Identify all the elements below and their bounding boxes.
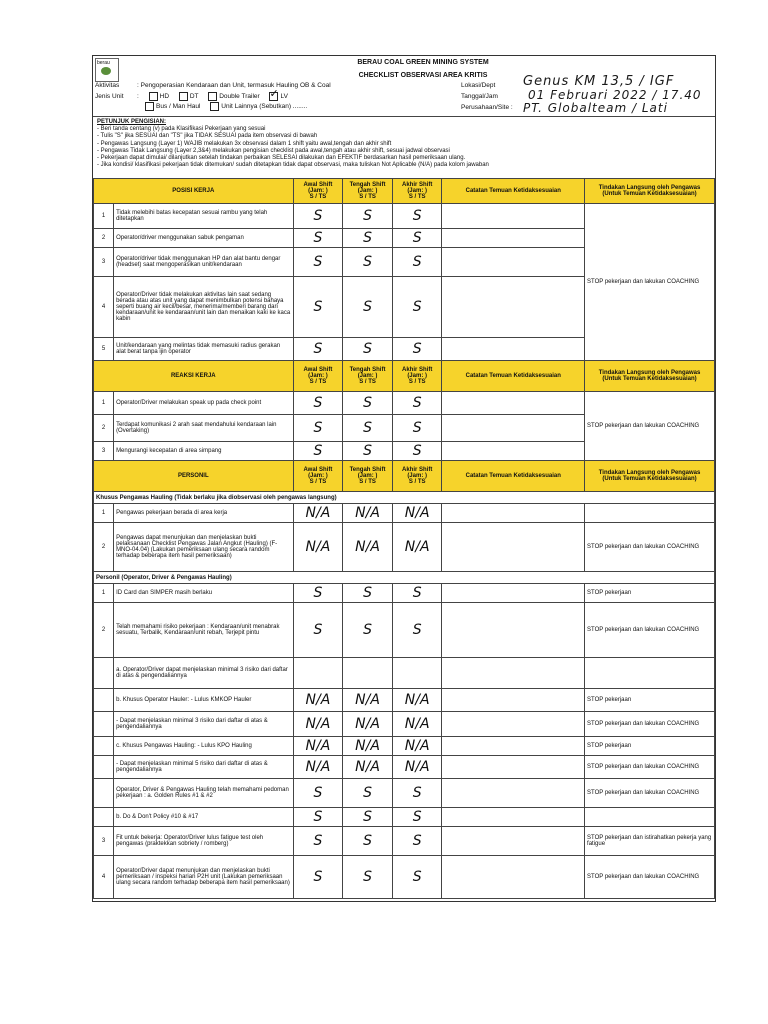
answer-cell[interactable]: S bbox=[392, 584, 442, 603]
answer-cell[interactable]: S bbox=[392, 248, 442, 277]
col-catatan: Catatan Temuan Ketidaksesuaian bbox=[442, 461, 585, 492]
answer-cell[interactable]: N/A bbox=[343, 737, 393, 756]
col-akhir: Akhir Shift (Jam: ) S / TS bbox=[392, 461, 442, 492]
row-number bbox=[94, 689, 114, 712]
catatan-cell[interactable] bbox=[442, 442, 585, 461]
catatan-cell[interactable] bbox=[442, 856, 585, 899]
col-catatan: Catatan Temuan Ketidaksesuaian bbox=[442, 179, 585, 204]
row-number: 2 bbox=[94, 523, 114, 572]
checklist-row bbox=[94, 712, 715, 737]
answer-cell[interactable] bbox=[293, 658, 343, 689]
section-title: POSISI KERJA bbox=[94, 179, 294, 204]
section-header-row bbox=[94, 461, 715, 492]
catatan-cell[interactable] bbox=[442, 392, 585, 415]
answer-cell[interactable]: S bbox=[392, 229, 442, 248]
answer-cell[interactable]: S bbox=[392, 338, 442, 361]
subsection-title: Personil (Operator, Driver & Pengawas Hauling) bbox=[94, 572, 715, 584]
unit-hd-checkbox[interactable] bbox=[149, 92, 158, 101]
catatan-cell[interactable] bbox=[442, 248, 585, 277]
logo-text: berau bbox=[97, 60, 110, 66]
checklist-row bbox=[94, 392, 715, 415]
tindakan-cell: STOP pekerjaan dan istirahatkan pekerja yang fatigue bbox=[585, 827, 715, 856]
checklist-row bbox=[94, 689, 715, 712]
instructions: PETUNJUK PENGISIAN: - Beri tanda centang (v) pada Klasifikasi Pekerjaan yang sesuai - Tulis "S" jika SESUAI dan "TS" jika TIDAK SESUAI pada item observasi di bawah - Pengawas Langsung (Layer 1) WAJIB melakukan 3x observasi dalam 1 shift yaitu awal,tengah dan akhir shift - Pengawas Tidak Langsung (Layer 2,3&4) melakukan pengisian checklist pada awal,tengah atau akhir shift, sesuai jadwal observasi - Pekerjaan dapat dimulai/ dilanjutkan setelah tindakan perbaikan SELESAI dilakukan dan EFEKTIF berdasarkan hasil pemeriksaan ulang. - Jika kondisi/ klasifikasi pekerjaan tidak ditemukan/ sudah ditetapkan tidak dapat observasi, maka tuliskan Not Aplicable (N/A) pada kolom jawaban bbox=[97, 119, 489, 169]
row-number: 2 bbox=[94, 603, 114, 658]
tindakan-cell: STOP pekerjaan dan lakukan COACHING bbox=[585, 856, 715, 899]
catatan-cell[interactable] bbox=[442, 712, 585, 737]
answer-cell[interactable]: S bbox=[343, 856, 393, 899]
answer-cell[interactable]: S bbox=[343, 603, 393, 658]
answer-cell[interactable]: S bbox=[343, 442, 393, 461]
answer-cell[interactable]: N/A bbox=[392, 756, 442, 779]
answer-cell[interactable]: N/A bbox=[293, 523, 343, 572]
tindakan-cell bbox=[585, 504, 715, 523]
col-akhir: Akhir Shift (Jam: ) S / TS bbox=[392, 179, 442, 204]
row-number: 3 bbox=[94, 827, 114, 856]
row-number: 3 bbox=[94, 442, 114, 461]
row-number: 3 bbox=[94, 248, 114, 277]
row-number bbox=[94, 756, 114, 779]
row-text: Operator/Driver melakukan speak up pada check point bbox=[114, 392, 294, 415]
section-title: REAKSI KERJA bbox=[94, 361, 294, 392]
checklist-row bbox=[94, 658, 715, 689]
catatan-cell[interactable] bbox=[442, 204, 585, 229]
form-subtitle: CHECKLIST OBSERVASI AREA KRITIS bbox=[358, 72, 488, 79]
checklist-row bbox=[94, 856, 715, 899]
perusahaan-label: Perusahaan/Site : bbox=[461, 104, 513, 111]
row-number: 1 bbox=[94, 204, 114, 229]
row-text: Mengurangi kecepatan di area simpang bbox=[114, 442, 294, 461]
tindakan-cell: STOP pekerjaan dan lakukan COACHING bbox=[585, 392, 715, 461]
row-text: ID Card dan SIMPER masih berlaku bbox=[114, 584, 294, 603]
catatan-cell[interactable] bbox=[442, 827, 585, 856]
answer-cell[interactable]: N/A bbox=[343, 756, 393, 779]
row-text: Operator/driver tidak menggunakan HP dan alat bantu dengar (headset) saat mengoperasikan unit/kendaraan bbox=[114, 248, 294, 277]
row-text: Operator/Driver dapat menunjukan dan menjelaskan bukti pemeriksaan / inspeksi harian P2H unit (Lakukan pemeriksaan ulang secara random terhadap beberapa item hasil pemeriksaan) bbox=[114, 856, 294, 899]
jenis-unit-row-2: Bus / Man Haul Unit Lainnya (Sebutkan) ........ bbox=[137, 102, 307, 111]
handwritten-perusahaan: PT. Globalteam / Lati bbox=[523, 101, 668, 115]
row-number bbox=[94, 712, 114, 737]
catatan-cell[interactable] bbox=[442, 504, 585, 523]
answer-cell[interactable]: S bbox=[343, 338, 393, 361]
checklist-row bbox=[94, 584, 715, 603]
row-text: - Dapat menjelaskan minimal 5 risiko dari daftar di atas & pengendaliannya bbox=[114, 756, 294, 779]
unit-lv-checkbox[interactable]: ✓ bbox=[269, 88, 279, 100]
answer-cell[interactable] bbox=[343, 658, 393, 689]
tindakan-cell: STOP pekerjaan bbox=[585, 737, 715, 756]
answer-cell[interactable]: S bbox=[343, 248, 393, 277]
aktivitas-row: Aktivitas : Pengoperasian Kendaraan dan Unit, termasuk Hauling OB & Coal bbox=[95, 82, 331, 89]
row-number bbox=[94, 779, 114, 808]
answer-cell[interactable] bbox=[392, 658, 442, 689]
answer-cell[interactable]: N/A bbox=[293, 689, 343, 712]
row-number: 2 bbox=[94, 229, 114, 248]
catatan-cell[interactable] bbox=[442, 779, 585, 808]
tindakan-cell bbox=[585, 808, 715, 827]
answer-cell[interactable]: S bbox=[343, 229, 393, 248]
row-text: Telah memahami risiko pekerjaan : Kendaraan/unit menabrak sesuatu, Terbalik, Kendaraan/unit rebah, Terjepit pintu bbox=[114, 603, 294, 658]
handwritten-tanggal: 01 Februari 2022 / 17.40 bbox=[528, 88, 702, 102]
col-catatan: Catatan Temuan Ketidaksesuaian bbox=[442, 361, 585, 392]
checklist-row bbox=[94, 827, 715, 856]
col-tengah: Tengah Shift (Jam: ) S / TS bbox=[343, 179, 393, 204]
catatan-cell[interactable] bbox=[442, 338, 585, 361]
row-number: 4 bbox=[94, 277, 114, 338]
row-text: - Dapat menjelaskan minimal 3 risiko dari daftar di atas & pengendaliannya bbox=[114, 712, 294, 737]
answer-cell[interactable]: S bbox=[392, 392, 442, 415]
answer-cell[interactable]: S bbox=[343, 779, 393, 808]
col-tindakan: Tindakan Langsung oleh Pengawas (Untuk Temuan Ketidaksesuaian) bbox=[585, 179, 715, 204]
answer-cell[interactable]: N/A bbox=[293, 756, 343, 779]
lokasi-label: Lokasi/Dept bbox=[461, 82, 496, 89]
answer-cell[interactable]: S bbox=[293, 603, 343, 658]
form-header bbox=[93, 56, 715, 117]
section-title: PERSONIL bbox=[94, 461, 294, 492]
answer-cell[interactable]: S bbox=[343, 415, 393, 442]
tindakan-cell bbox=[585, 658, 715, 689]
row-number bbox=[94, 808, 114, 827]
answer-cell[interactable]: S bbox=[293, 392, 343, 415]
handwritten-lokasi: Genus KM 13,5 / IGF bbox=[523, 74, 675, 89]
checklist-row bbox=[94, 603, 715, 658]
row-text: Pengawas dapat menunjukan dan menjelaskan bukti pelaksanaan Checklist Pengawas Jalan Angkut (Hauling) (F-MNO-04.04) (Lakukan pemeriksaan ulang secara random terhadap beberapa item hasil pemeriksaan) bbox=[114, 523, 294, 572]
row-text: c. Khusus Pengawas Hauling: - Lulus KPO Hauling bbox=[114, 737, 294, 756]
row-number: 2 bbox=[94, 415, 114, 442]
checklist-row bbox=[94, 756, 715, 779]
answer-cell[interactable]: S bbox=[293, 229, 343, 248]
row-text: Pengawas pekerjaan berada di area kerja bbox=[114, 504, 294, 523]
row-number bbox=[94, 658, 114, 689]
row-text: b. Khusus Operator Hauler: - Lulus KMKOP Hauler bbox=[114, 689, 294, 712]
row-text: Operator/Driver tidak melakukan aktivitas lain saat sedang berada atau atas unit yang dapat menimbulkan potensi bahaya seperti buang air kecil/besar, menerima/memberi barang dari kendaraan/unit ke kendaraan/unit lain dan menaikan kaki ke kaca kabin bbox=[114, 277, 294, 338]
form-title: BERAU COAL GREEN MINING SYSTEM bbox=[357, 59, 489, 66]
answer-cell[interactable]: N/A bbox=[392, 504, 442, 523]
answer-cell[interactable]: S bbox=[392, 277, 442, 338]
catatan-cell[interactable] bbox=[442, 415, 585, 442]
row-text: Fit untuk bekerja: Operator/Driver lulus fatigue test oleh pengawas (praktekkan sobriety / romberg) bbox=[114, 827, 294, 856]
answer-cell[interactable]: S bbox=[343, 584, 393, 603]
section-header-row bbox=[94, 361, 715, 392]
col-awal: Awal Shift (Jam: ) S / TS bbox=[293, 179, 343, 204]
jenis-unit-row: Jenis Unit : HD DT Double Trailer ✓ LV bbox=[95, 88, 288, 101]
section-header-row bbox=[94, 179, 715, 204]
answer-cell[interactable]: N/A bbox=[293, 504, 343, 523]
row-number: 1 bbox=[94, 584, 114, 603]
row-text: a. Operator/Driver dapat menjelaskan minimal 3 risiko dari daftar di atas & pengendaliannya bbox=[114, 658, 294, 689]
unit-dt-checkbox[interactable] bbox=[179, 92, 188, 101]
catatan-cell[interactable] bbox=[442, 808, 585, 827]
row-text: b. Do & Don't Policy #10 & #17 bbox=[114, 808, 294, 827]
row-number: 4 bbox=[94, 856, 114, 899]
answer-cell[interactable]: S bbox=[293, 415, 343, 442]
answer-cell[interactable]: S bbox=[392, 827, 442, 856]
leaf-icon bbox=[101, 67, 111, 75]
answer-cell[interactable]: N/A bbox=[392, 523, 442, 572]
catatan-cell[interactable] bbox=[442, 756, 585, 779]
tanggal-label: Tanggal/Jam bbox=[461, 93, 498, 100]
answer-cell[interactable]: S bbox=[293, 779, 343, 808]
subsection-row bbox=[94, 572, 715, 584]
answer-cell[interactable]: N/A bbox=[343, 712, 393, 737]
checklist-sheet bbox=[92, 55, 716, 902]
col-akhir: Akhir Shift (Jam: ) S / TS bbox=[392, 361, 442, 392]
tindakan-cell: STOP pekerjaan dan lakukan COACHING bbox=[585, 712, 715, 737]
catatan-cell[interactable] bbox=[442, 737, 585, 756]
row-text: Operator/driver menggunakan sabuk pengaman bbox=[114, 229, 294, 248]
catatan-cell[interactable] bbox=[442, 584, 585, 603]
answer-cell[interactable]: S bbox=[343, 392, 393, 415]
checklist-row bbox=[94, 523, 715, 572]
checklist-row bbox=[94, 737, 715, 756]
row-number bbox=[94, 737, 114, 756]
unit-double-trailer-checkbox[interactable] bbox=[208, 92, 217, 101]
tindakan-cell: STOP pekerjaan dan lakukan COACHING bbox=[585, 756, 715, 779]
answer-cell[interactable]: S bbox=[293, 277, 343, 338]
tindakan-cell: STOP pekerjaan dan lakukan COACHING bbox=[585, 603, 715, 658]
tindakan-cell: STOP pekerjaan bbox=[585, 689, 715, 712]
answer-cell[interactable]: S bbox=[343, 204, 393, 229]
answer-cell[interactable]: S bbox=[293, 856, 343, 899]
catatan-cell[interactable] bbox=[442, 603, 585, 658]
catatan-cell[interactable] bbox=[442, 229, 585, 248]
answer-cell[interactable]: N/A bbox=[343, 689, 393, 712]
catatan-cell[interactable] bbox=[442, 277, 585, 338]
subsection-row bbox=[94, 492, 715, 504]
col-tengah: Tengah Shift (Jam: ) S / TS bbox=[343, 361, 393, 392]
col-awal: Awal Shift (Jam: ) S / TS bbox=[293, 361, 343, 392]
answer-cell[interactable]: S bbox=[343, 827, 393, 856]
answer-cell[interactable]: N/A bbox=[293, 712, 343, 737]
row-number: 1 bbox=[94, 392, 114, 415]
col-awal: Awal Shift (Jam: ) S / TS bbox=[293, 461, 343, 492]
answer-cell[interactable]: N/A bbox=[392, 737, 442, 756]
col-tindakan: Tindakan Langsung oleh Pengawas (Untuk Temuan Ketidaksesuaian) bbox=[585, 461, 715, 492]
checklist-row bbox=[94, 204, 715, 229]
berau-logo bbox=[95, 58, 119, 82]
row-text: Tidak melebihi batas kecepatan sesuai rambu yang telah ditetapkan bbox=[114, 204, 294, 229]
answer-cell[interactable]: S bbox=[392, 779, 442, 808]
row-text: Unit/kendaraan yang melintas tidak memasuki radius gerakan alat berat tanpa ijin operator bbox=[114, 338, 294, 361]
checklist-row bbox=[94, 779, 715, 808]
answer-cell[interactable]: S bbox=[392, 808, 442, 827]
catatan-cell[interactable] bbox=[442, 689, 585, 712]
answer-cell[interactable]: S bbox=[293, 827, 343, 856]
catatan-cell[interactable] bbox=[442, 658, 585, 689]
answer-cell[interactable]: N/A bbox=[343, 504, 393, 523]
tindakan-cell: STOP pekerjaan bbox=[585, 584, 715, 603]
unit-bus-checkbox[interactable] bbox=[145, 102, 154, 111]
answer-cell[interactable]: S bbox=[343, 277, 393, 338]
answer-cell[interactable]: S bbox=[293, 442, 343, 461]
answer-cell[interactable]: S bbox=[293, 338, 343, 361]
answer-cell[interactable]: S bbox=[392, 442, 442, 461]
tindakan-cell: STOP pekerjaan dan lakukan COACHING bbox=[585, 204, 715, 361]
answer-cell[interactable]: S bbox=[293, 248, 343, 277]
answer-cell[interactable]: S bbox=[392, 204, 442, 229]
answer-cell[interactable]: S bbox=[293, 584, 343, 603]
answer-cell[interactable]: S bbox=[392, 415, 442, 442]
col-tengah: Tengah Shift (Jam: ) S / TS bbox=[343, 461, 393, 492]
answer-cell[interactable]: S bbox=[293, 204, 343, 229]
tindakan-cell: STOP pekerjaan dan lakukan COACHING bbox=[585, 523, 715, 572]
checklist-table bbox=[93, 178, 715, 899]
answer-cell[interactable]: N/A bbox=[343, 523, 393, 572]
checklist-row bbox=[94, 504, 715, 523]
tindakan-cell: STOP pekerjaan dan lakukan COACHING bbox=[585, 779, 715, 808]
checklist-row bbox=[94, 808, 715, 827]
catatan-cell[interactable] bbox=[442, 523, 585, 572]
row-text: Terdapat komunikasi 2 arah saat mendahului kendaraan lain (Overtaking) bbox=[114, 415, 294, 442]
answer-cell[interactable]: N/A bbox=[392, 712, 442, 737]
answer-cell[interactable]: S bbox=[293, 808, 343, 827]
answer-cell[interactable]: S bbox=[392, 856, 442, 899]
answer-cell[interactable]: S bbox=[343, 808, 393, 827]
col-tindakan: Tindakan Langsung oleh Pengawas (Untuk Temuan Ketidaksesuaian) bbox=[585, 361, 715, 392]
answer-cell[interactable]: N/A bbox=[392, 689, 442, 712]
row-text: Operator, Driver & Pengawas Hauling telah memahami pedoman pekerjaan : a. Golden Rules #1 & #2 bbox=[114, 779, 294, 808]
unit-lainnya-checkbox[interactable] bbox=[210, 102, 219, 111]
answer-cell[interactable]: S bbox=[392, 603, 442, 658]
subsection-title: Khusus Pengawas Hauling (Tidak berlaku jika diobservasi oleh pengawas langsung) bbox=[94, 492, 715, 504]
answer-cell[interactable]: N/A bbox=[293, 737, 343, 756]
row-number: 5 bbox=[94, 338, 114, 361]
row-number: 1 bbox=[94, 504, 114, 523]
